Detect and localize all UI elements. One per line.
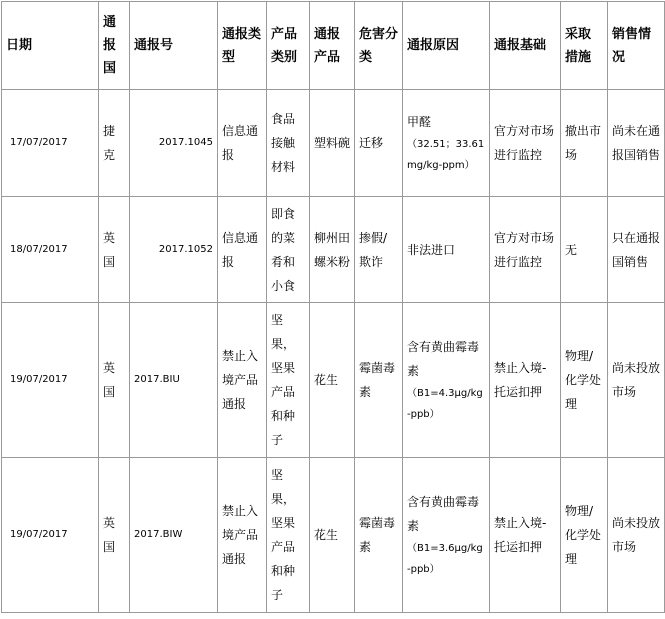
cell-sales: 尚未在通报国销售 (608, 90, 665, 197)
cell-category: 坚果，坚果产品和种子 (267, 458, 310, 613)
reason-main: 含有黄曲霉毒素 (407, 340, 480, 378)
header-reason: 通报原因 (403, 2, 490, 90)
cell-product: 花生 (310, 458, 355, 613)
cell-number: 2017.BIW (130, 458, 218, 613)
cell-measure: 无 (561, 197, 608, 303)
cell-reason (403, 303, 490, 458)
header-number: 通报号 (130, 2, 218, 90)
cell-country: 英国 (99, 303, 130, 458)
cell-hazard: 霉菌毒素 (355, 303, 403, 458)
cell-category: 坚果，坚果产品和种子 (267, 303, 310, 458)
cell-country: 英国 (99, 458, 130, 613)
cell-date: 19/07/2017 (2, 303, 99, 458)
cell-type: 禁止入境产品通报 (218, 458, 267, 613)
cell-reason (403, 90, 490, 197)
reason-main: 含有黄曲霉毒素 (407, 495, 480, 533)
cell-basis: 官方对市场进行监控 (490, 197, 561, 303)
cell-type: 禁止入境产品通报 (218, 303, 267, 458)
header-country: 通报国 (99, 2, 130, 90)
reason-detail: （B1=3.6μg/kg-ppb） (407, 543, 483, 575)
cell-date: 19/07/2017 (2, 458, 99, 613)
cell-category: 食品接触材料 (267, 90, 310, 197)
table-row (2, 90, 665, 197)
cell-sales: 只在通报国销售 (608, 197, 665, 303)
reason-detail: （32.51；33.61mg/kg-ppm） (407, 139, 485, 171)
cell-category: 即食的菜肴和小食 (267, 197, 310, 303)
cell-product: 柳州田螺米粉 (310, 197, 355, 303)
table-row (2, 458, 665, 613)
cell-basis: 官方对市场进行监控 (490, 90, 561, 197)
cell-product: 塑料碗 (310, 90, 355, 197)
cell-measure: 撤出市场 (561, 90, 608, 197)
cell-type: 信息通报 (218, 90, 267, 197)
cell-number: 2017.1052 (130, 197, 218, 303)
header-row (2, 2, 665, 90)
cell-product: 花生 (310, 303, 355, 458)
header-date: 日期 (2, 2, 99, 90)
reason-main: 甲醛 (407, 115, 432, 129)
cell-measure: 物理/化学处理 (561, 458, 608, 613)
cell-measure: 物理/化学处理 (561, 303, 608, 458)
cell-reason (403, 197, 490, 303)
reason-detail: （B1=4.3μg/kg-ppb） (407, 388, 483, 420)
cell-hazard: 霉菌毒素 (355, 458, 403, 613)
cell-hazard: 掺假/欺诈 (355, 197, 403, 303)
cell-sales: 尚未投放市场 (608, 458, 665, 613)
cell-reason (403, 458, 490, 613)
header-type: 通报类型 (218, 2, 267, 90)
table-row (2, 197, 665, 303)
cell-country: 英国 (99, 197, 130, 303)
notification-table (1, 1, 665, 613)
cell-country: 捷克 (99, 90, 130, 197)
header-product: 通报产品 (310, 2, 355, 90)
header-sales: 销售情况 (608, 2, 665, 90)
cell-basis: 禁止入境-托运扣押 (490, 458, 561, 613)
cell-basis: 禁止入境-托运扣押 (490, 303, 561, 458)
cell-date: 17/07/2017 (2, 90, 99, 197)
cell-date: 18/07/2017 (2, 197, 99, 303)
cell-type: 信息通报 (218, 197, 267, 303)
cell-sales: 尚未投放市场 (608, 303, 665, 458)
cell-number: 2017.1045 (130, 90, 218, 197)
header-measure: 采取措施 (561, 2, 608, 90)
cell-number: 2017.BIU (130, 303, 218, 458)
header-basis: 通报基础 (490, 2, 561, 90)
cell-hazard: 迁移 (355, 90, 403, 197)
header-category: 产品类别 (267, 2, 310, 90)
reason-main: 非法进口 (407, 242, 456, 257)
header-hazard: 危害分类 (355, 2, 403, 90)
table-row (2, 303, 665, 458)
